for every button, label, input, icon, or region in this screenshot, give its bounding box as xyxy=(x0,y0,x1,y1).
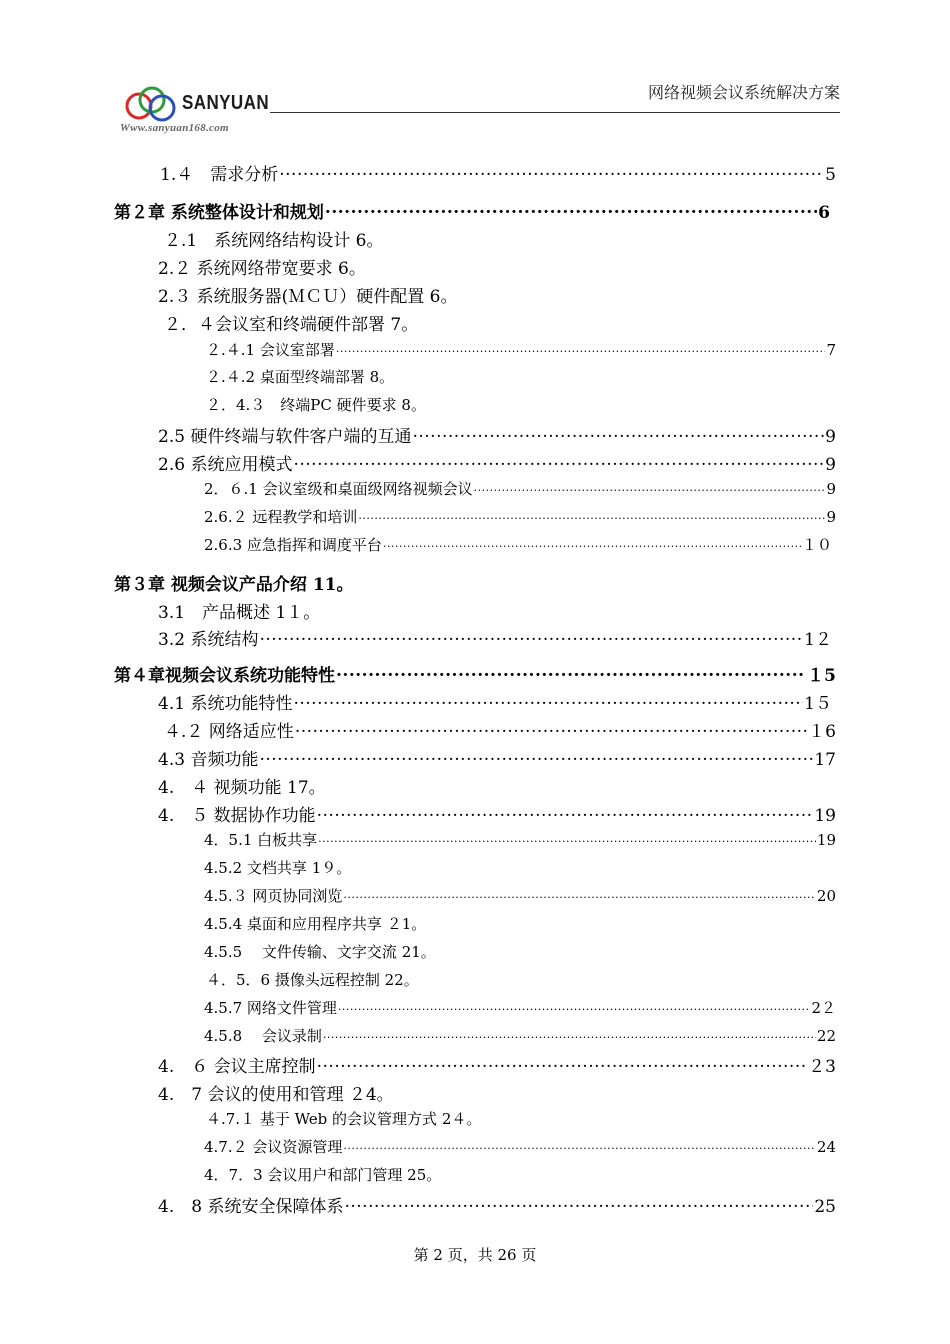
toc-entry[interactable]: ２．４会议室和终端硬件部署 7。 xyxy=(164,315,419,335)
brand-name: SANYUAN xyxy=(182,92,270,114)
toc-entry[interactable]: 2.6 系统应用模式 ..... 9 xyxy=(158,450,836,475)
toc-entry[interactable]: 4.5.7 网络文件管理 ..... 2２ xyxy=(204,997,836,1018)
page-footer: 第 2 页，共 26 页 xyxy=(413,1246,537,1264)
toc-entry[interactable]: 4．5.1 白板共享 ..... 19 xyxy=(204,829,836,850)
toc-entry[interactable]: 4.7.２ 会议资源管理 ..... 24 xyxy=(204,1136,836,1157)
toc-entry[interactable]: 4.5.5 文件传输、文字交流 21。 xyxy=(204,943,436,961)
company-logo xyxy=(120,84,280,140)
toc-chapter[interactable]: 第４章视频会议系统功能特性 ..... １5 xyxy=(114,661,836,686)
toc-entry[interactable]: 4. 7 会议的使用和管理 ２4。 xyxy=(158,1085,394,1105)
toc-entry[interactable]: ４.7.１ 基于 Web 的会议管理方式 2４。 xyxy=(206,1110,482,1128)
toc-entry[interactable]: 4. ５ 数据协作功能 ..... 19 xyxy=(158,801,836,826)
website-url: Www.sanyuan168.com xyxy=(120,122,229,134)
toc-entry[interactable]: 1.４ 需求分析 ..... 5 xyxy=(160,160,836,185)
toc-entry[interactable]: ２.1 系统网络结构设计 6。 xyxy=(164,231,384,251)
logo-rings-icon xyxy=(122,86,182,126)
toc-chapter[interactable]: 第３章 视频会议产品介绍 11。 xyxy=(114,575,354,595)
toc-entry[interactable]: 2.２ 系统网络带宽要求 6。 xyxy=(158,259,366,279)
toc-entry[interactable]: 2.6.3 应急指挥和调度平台 ..... １０ xyxy=(204,534,832,555)
document-title: 网络视频会议系统解决方案 xyxy=(647,83,840,102)
toc-entry[interactable]: 2.5 硬件终端与软件客户端的互通 ..... 9 xyxy=(158,422,836,447)
toc-entry[interactable]: 4．7．3 会议用户和部门管理 25。 xyxy=(204,1166,442,1184)
toc-entry[interactable]: 4.5.2 文档共享 1９。 xyxy=(204,859,352,877)
toc-entry[interactable]: 4.1 系统功能特性 ..... 1５ xyxy=(158,689,832,714)
header-divider xyxy=(270,112,840,113)
toc-entry[interactable]: 2.6.２ 远程教学和培训 ..... 9 xyxy=(204,506,836,527)
toc-entry[interactable]: 4.5.4 桌面和应用程序共享 ２1。 xyxy=(204,915,427,933)
toc-entry[interactable]: 4. ４ 视频功能 17。 xyxy=(158,778,326,798)
toc-entry[interactable]: 3.1 产品概述 1１。 xyxy=(158,603,321,623)
toc-entry[interactable]: ２.４.2 桌面型终端部署 8。 xyxy=(206,368,395,386)
toc-entry[interactable]: 4.5.３ 网页协同浏览 ..... 20 xyxy=(204,885,836,906)
toc-entry[interactable]: 4.3 音频功能 ..... 17 xyxy=(158,745,836,770)
toc-entry[interactable]: 2．６.1 会议室级和桌面级网络视频会议 ..... 9 xyxy=(204,478,836,499)
toc-entry[interactable]: 4.5.8 会议录制 ..... 22 xyxy=(204,1025,836,1046)
toc-entry[interactable]: 4. 8 系统安全保障体系 ..... 25 xyxy=(158,1192,836,1217)
toc-entry[interactable]: ４．5．6 摄像头远程控制 22。 xyxy=(206,971,419,989)
toc-entry[interactable]: 2.３ 系统服务器(ＭＣＵ）硬件配置 6。 xyxy=(158,287,458,307)
toc-entry[interactable]: 3.2 系统结构 ..... 1２ xyxy=(158,625,832,650)
toc-entry[interactable]: ２.４.1 会议室部署 ..... 7 xyxy=(206,339,836,360)
toc-chapter[interactable]: 第２章 系统整体设计和规划 ..... 6 xyxy=(114,198,830,223)
toc-entry[interactable]: 4. ６ 会议主席控制 ..... ２3 xyxy=(158,1052,836,1077)
toc-entry[interactable]: ４.２ 网络适应性 ..... １6 xyxy=(164,717,836,742)
toc-entry[interactable]: ２．4.３ 终端PC 硬件要求 8。 xyxy=(206,396,426,414)
